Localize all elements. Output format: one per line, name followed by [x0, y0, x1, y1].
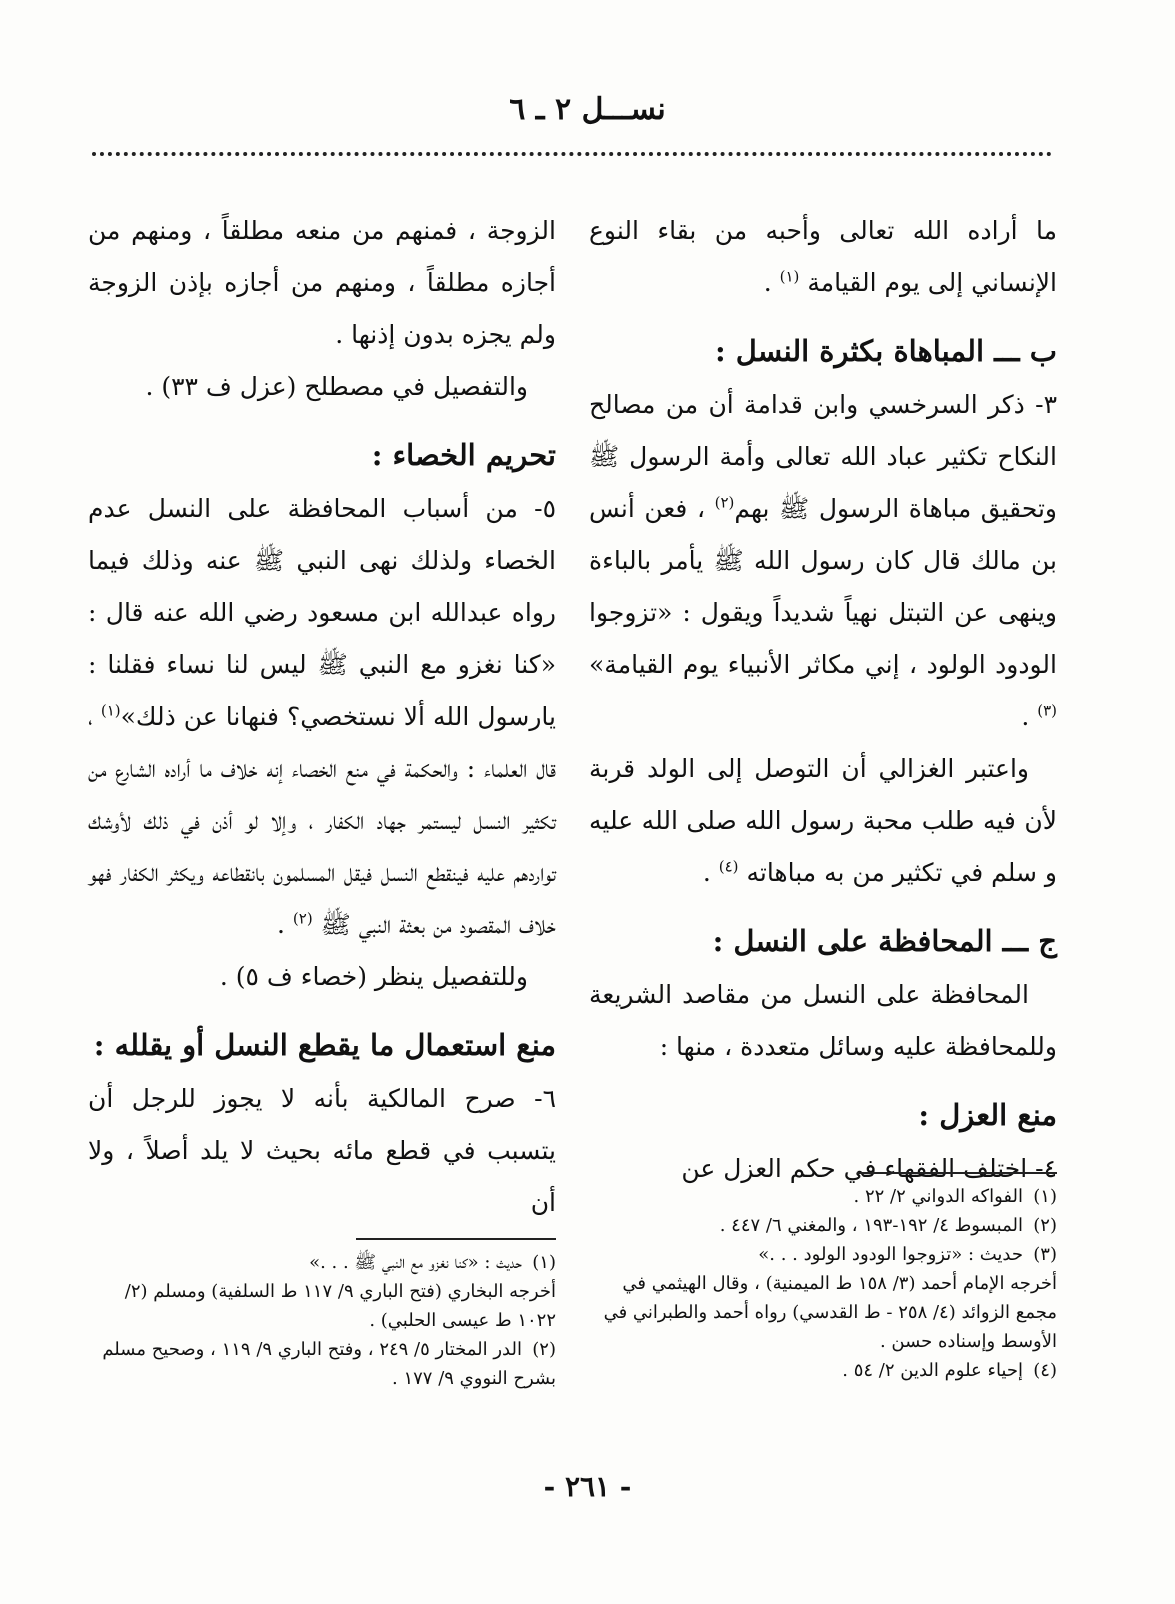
footnote-ref[interactable]: (١) — [100, 701, 121, 720]
footnote-ref[interactable]: (٣) — [1037, 701, 1057, 720]
paragraph: ٤- اختلف الفقهاء في حكم العزل عن — [681, 1154, 1057, 1183]
footnote-ref[interactable]: (٤) — [718, 857, 739, 876]
section-heading-j: ج ـــ المحافظة على النسل : — [712, 924, 1057, 958]
paragraph: ٥- من أسباب المحافظة على النسل عدم الخصاء ولذلك نهى النبي ﷺ عنه وذلك فيما رواه عبدالله ابن مسعود رضي الله عنه قال : «كنا نغزو مع النبي ﷺ ليس لنا نساء فقلنا : يارسول الله ألا نستخصي؟ فنهانا عن ذلك»$^{(١)}$ ، قال العلماء : والحكمة في منع الخصاء إنه خلاف ما أراده الشارع من تكثير النسل ليستمر جهاد الكفار ، وإلا لو أذن في ذلك لأوشك تواردهم عليه فينقطع النسل فيقل المسلمون بانقطاعه ويكثر الكفار فهو خلاف المقصود من بعثة النبي ﷺ $^{(٢)}$ . — [88, 494, 556, 939]
footnotes-right — [589, 1172, 1057, 1385]
footnote-ref[interactable]: (٢) — [292, 909, 313, 928]
section-heading-man: منع استعمال ما يقطع النسل أو يقلله : — [93, 1028, 556, 1062]
footnote: (١)حديث : «كنا نغزو مع النبي ﷺ . . .» — [309, 1252, 556, 1273]
running-header: نســـل ٢ ـ ٦ — [509, 92, 666, 127]
footnote: (٢)المبسوط ٤/ ١٩٢-١٩٣ ، والمغني ٦/ ٤٤٧ . — [719, 1215, 1057, 1236]
paragraph: ما أراده الله تعالى وأحبه من بقاء النوع الإنساني إلى يوم القيامة $^{(١)}$ . — [589, 216, 1057, 297]
footnote: (١)الفواكه الدواني ٢/ ٢٢ . — [853, 1186, 1057, 1207]
footnote: (٣)حديث : «تزوجوا الودود الولود . . .» — [758, 1244, 1057, 1265]
paragraph: ٦- صرح المالكية بأنه لا يجوز للرجل أن يتسبب في قطع مائه بحيث لا يلد أصلاً ، ولا أن — [88, 1084, 556, 1217]
footnotes-left — [88, 1238, 556, 1393]
footnote: (٤)إحياء علوم الدين ٢/ ٥٤ . — [842, 1360, 1057, 1381]
left-column — [88, 205, 556, 1229]
footnote-ref[interactable]: (١) — [779, 267, 800, 286]
section-heading-khisa: تحريم الخصاء : — [371, 438, 556, 472]
page-number: - ٢٦١ - — [543, 1470, 632, 1503]
paragraph: والتفصيل في مصطلح (عزل ف ٣٣) . — [145, 372, 528, 401]
paragraph: وللتفصيل ينظر (خصاء ف ٥) . — [219, 962, 528, 991]
section-heading-b: ب ـــ المباهاة بكثرة النسل : — [714, 334, 1057, 368]
footnote-separator — [356, 1238, 556, 1240]
footnote-continuation: أخرجه الإمام أحمد (٣/ ١٥٨ ط الميمنية) ، وقال الهيثمي في مجمع الزوائد (٤/ ٢٥٨ - ط القدسي) رواه أحمد والطبراني في الأوسط وإسناده حسن . — [603, 1273, 1057, 1352]
header-dotted-rule — [92, 152, 1052, 156]
footnote-continuation: أخرجه البخاري (فتح الباري ٩/ ١١٧ ط السلفية) ومسلم (٢/ ١٠٢٢ ط عيسى الحلبي) . — [124, 1281, 556, 1331]
footnote-ref[interactable]: (٢) — [714, 493, 735, 512]
section-heading-azl: منع العزل : — [918, 1098, 1057, 1132]
right-column — [589, 205, 1057, 1195]
paragraph: واعتبر الغزالي أن التوصل إلى الولد قربة لأن فيه طلب محبة رسول الله صلى الله عليه و سلم في تكثير من به مباهاته $^{(٤)}$ . — [589, 754, 1057, 887]
paragraph: المحافظة على النسل من مقاصد الشريعة وللمحافظة عليه وسائل متعددة ، منها : — [589, 980, 1057, 1061]
footnote: (٢)الدر المختار ٥/ ٢٤٩ ، وفتح الباري ٩/ ١١٩ ، وصحيح مسلم بشرح النووي ٩/ ١٧٧ . — [102, 1339, 556, 1389]
paragraph: الزوجة ، فمنهم من منعه مطلقاً ، ومنهم من أجازه مطلقاً ، ومنهم من أجازه بإذن الزوجة ولم يجزه بدون إذنها . — [88, 216, 556, 349]
footnote-separator — [857, 1172, 1057, 1174]
paragraph: ٣- ذكر السرخسي وابن قدامة أن من مصالح النكاح تكثير عباد الله تعالى وأمة الرسول ﷺ وتحقيق مباهاة الرسول ﷺ بهم$^{(٢)}$ ، فعن أنس بن مالك قال كان رسول الله ﷺ يأمر بالباءة وينهى عن التبتل نهياً شديداً ويقول : «تزوجوا الودود الولود ، إني مكاثر الأنبياء يوم القيامة» $^{(٣)}$ . — [589, 390, 1057, 731]
